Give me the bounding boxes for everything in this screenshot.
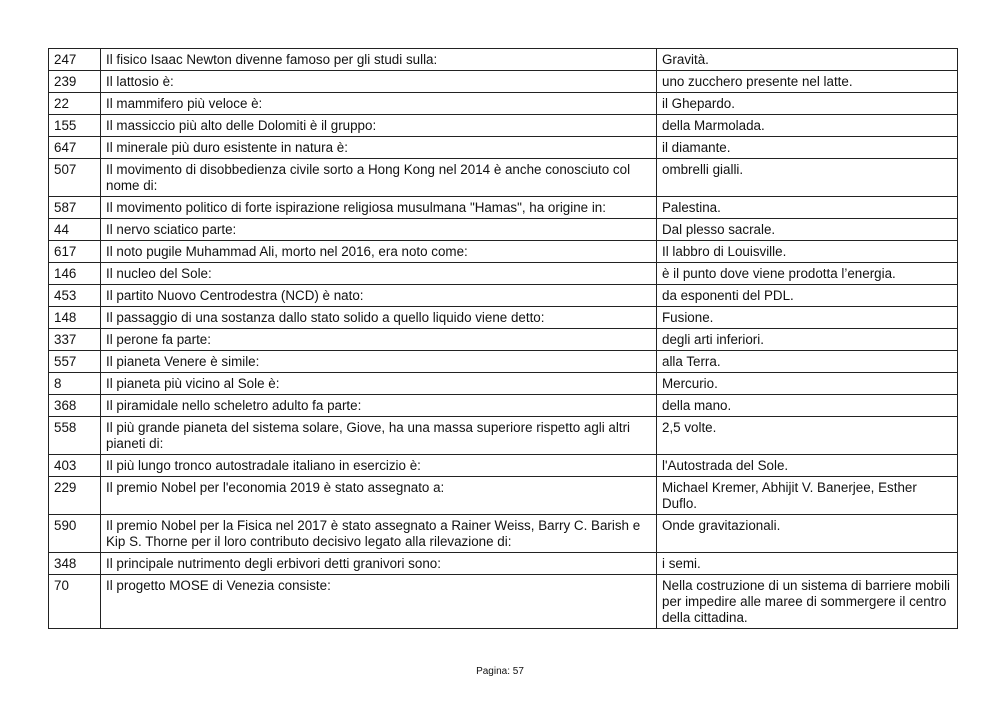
question-number-cell: 146 bbox=[49, 263, 101, 285]
question-cell: Il piramidale nello scheletro adulto fa parte: bbox=[101, 395, 657, 417]
table-row bbox=[49, 197, 958, 219]
table-row bbox=[49, 329, 958, 351]
question-number-cell: 507 bbox=[49, 159, 101, 197]
question-cell: Il movimento politico di forte ispirazione religiosa musulmana "Hamas", ha origine in: bbox=[101, 197, 657, 219]
answer-cell: ombrelli gialli. bbox=[657, 159, 958, 197]
answer-cell: è il punto dove viene prodotta l’energia. bbox=[657, 263, 958, 285]
table-row bbox=[49, 515, 958, 553]
question-number-cell: 247 bbox=[49, 49, 101, 71]
table-row bbox=[49, 137, 958, 159]
question-number-cell: 70 bbox=[49, 575, 101, 629]
question-number-cell: 8 bbox=[49, 373, 101, 395]
question-cell: Il minerale più duro esistente in natura è: bbox=[101, 137, 657, 159]
question-number-cell: 348 bbox=[49, 553, 101, 575]
table-row bbox=[49, 71, 958, 93]
table-row bbox=[49, 553, 958, 575]
answer-cell: il diamante. bbox=[657, 137, 958, 159]
question-number-cell: 590 bbox=[49, 515, 101, 553]
question-number-cell: 557 bbox=[49, 351, 101, 373]
answer-cell: della mano. bbox=[657, 395, 958, 417]
question-number-cell: 368 bbox=[49, 395, 101, 417]
question-cell: Il fisico Isaac Newton divenne famoso per gli studi sulla: bbox=[101, 49, 657, 71]
answer-cell: l'Autostrada del Sole. bbox=[657, 455, 958, 477]
question-cell: Il pianeta più vicino al Sole è: bbox=[101, 373, 657, 395]
answer-cell: Palestina. bbox=[657, 197, 958, 219]
question-cell: Il noto pugile Muhammad Ali, morto nel 2016, era noto come: bbox=[101, 241, 657, 263]
table-row bbox=[49, 417, 958, 455]
question-cell: Il più lungo tronco autostradale italiano in esercizio è: bbox=[101, 455, 657, 477]
answer-cell: degli arti inferiori. bbox=[657, 329, 958, 351]
answer-cell: i semi. bbox=[657, 553, 958, 575]
answer-cell: il Ghepardo. bbox=[657, 93, 958, 115]
question-number-cell: 617 bbox=[49, 241, 101, 263]
answer-cell: Dal plesso sacrale. bbox=[657, 219, 958, 241]
table-row bbox=[49, 219, 958, 241]
table-row bbox=[49, 263, 958, 285]
quiz-table bbox=[48, 48, 958, 629]
table-row bbox=[49, 307, 958, 329]
question-cell: Il premio Nobel per la Fisica nel 2017 è stato assegnato a Rainer Weiss, Barry C. Barish e Kip S. Thorne per il loro contributo decisivo legato alla rilevazione di: bbox=[101, 515, 657, 553]
answer-cell: 2,5 volte. bbox=[657, 417, 958, 455]
question-cell: Il massiccio più alto delle Dolomiti è il gruppo: bbox=[101, 115, 657, 137]
answer-cell: Fusione. bbox=[657, 307, 958, 329]
answer-cell: da esponenti del PDL. bbox=[657, 285, 958, 307]
question-cell: Il nucleo del Sole: bbox=[101, 263, 657, 285]
answer-cell: Il labbro di Louisville. bbox=[657, 241, 958, 263]
table-row bbox=[49, 395, 958, 417]
question-cell: Il lattosio è: bbox=[101, 71, 657, 93]
answer-cell: Gravità. bbox=[657, 49, 958, 71]
table-row bbox=[49, 115, 958, 137]
question-number-cell: 239 bbox=[49, 71, 101, 93]
table-row bbox=[49, 285, 958, 307]
question-cell: Il passaggio di una sostanza dallo stato solido a quello liquido viene detto: bbox=[101, 307, 657, 329]
table-row bbox=[49, 241, 958, 263]
table-row bbox=[49, 575, 958, 629]
question-cell: Il mammifero più veloce è: bbox=[101, 93, 657, 115]
answer-cell: Michael Kremer, Abhijit V. Banerjee, Esther Duflo. bbox=[657, 477, 958, 515]
answer-cell: uno zucchero presente nel latte. bbox=[657, 71, 958, 93]
question-cell: Il pianeta Venere è simile: bbox=[101, 351, 657, 373]
question-cell: Il progetto MOSE di Venezia consiste: bbox=[101, 575, 657, 629]
answer-cell: della Marmolada. bbox=[657, 115, 958, 137]
question-cell: Il perone fa parte: bbox=[101, 329, 657, 351]
table-row bbox=[49, 93, 958, 115]
question-cell: Il più grande pianeta del sistema solare, Giove, ha una massa superiore rispetto agli altri pianeti di: bbox=[101, 417, 657, 455]
table-row bbox=[49, 351, 958, 373]
table-row bbox=[49, 49, 958, 71]
question-number-cell: 337 bbox=[49, 329, 101, 351]
question-number-cell: 647 bbox=[49, 137, 101, 159]
question-cell: Il premio Nobel per l'economia 2019 è stato assegnato a: bbox=[101, 477, 657, 515]
table-row bbox=[49, 455, 958, 477]
quiz-table-body bbox=[49, 49, 958, 629]
question-cell: Il nervo sciatico parte: bbox=[101, 219, 657, 241]
question-number-cell: 155 bbox=[49, 115, 101, 137]
table-row bbox=[49, 477, 958, 515]
question-cell: Il principale nutrimento degli erbivori detti granivori sono: bbox=[101, 553, 657, 575]
question-number-cell: 229 bbox=[49, 477, 101, 515]
question-cell: Il partito Nuovo Centrodestra (NCD) è nato: bbox=[101, 285, 657, 307]
answer-cell: Nella costruzione di un sistema di barriere mobili per impedire alle maree di sommergere il centro della cittadina. bbox=[657, 575, 958, 629]
table-row bbox=[49, 159, 958, 197]
answer-cell: Mercurio. bbox=[657, 373, 958, 395]
answer-cell: alla Terra. bbox=[657, 351, 958, 373]
question-number-cell: 148 bbox=[49, 307, 101, 329]
answer-cell: Onde gravitazionali. bbox=[657, 515, 958, 553]
page-number: Pagina: 57 bbox=[476, 666, 524, 677]
question-cell: Il movimento di disobbedienza civile sorto a Hong Kong nel 2014 è anche conosciuto col nome di: bbox=[101, 159, 657, 197]
question-number-cell: 403 bbox=[49, 455, 101, 477]
question-number-cell: 44 bbox=[49, 219, 101, 241]
question-number-cell: 558 bbox=[49, 417, 101, 455]
question-number-cell: 453 bbox=[49, 285, 101, 307]
question-number-cell: 22 bbox=[49, 93, 101, 115]
question-number-cell: 587 bbox=[49, 197, 101, 219]
table-row bbox=[49, 373, 958, 395]
